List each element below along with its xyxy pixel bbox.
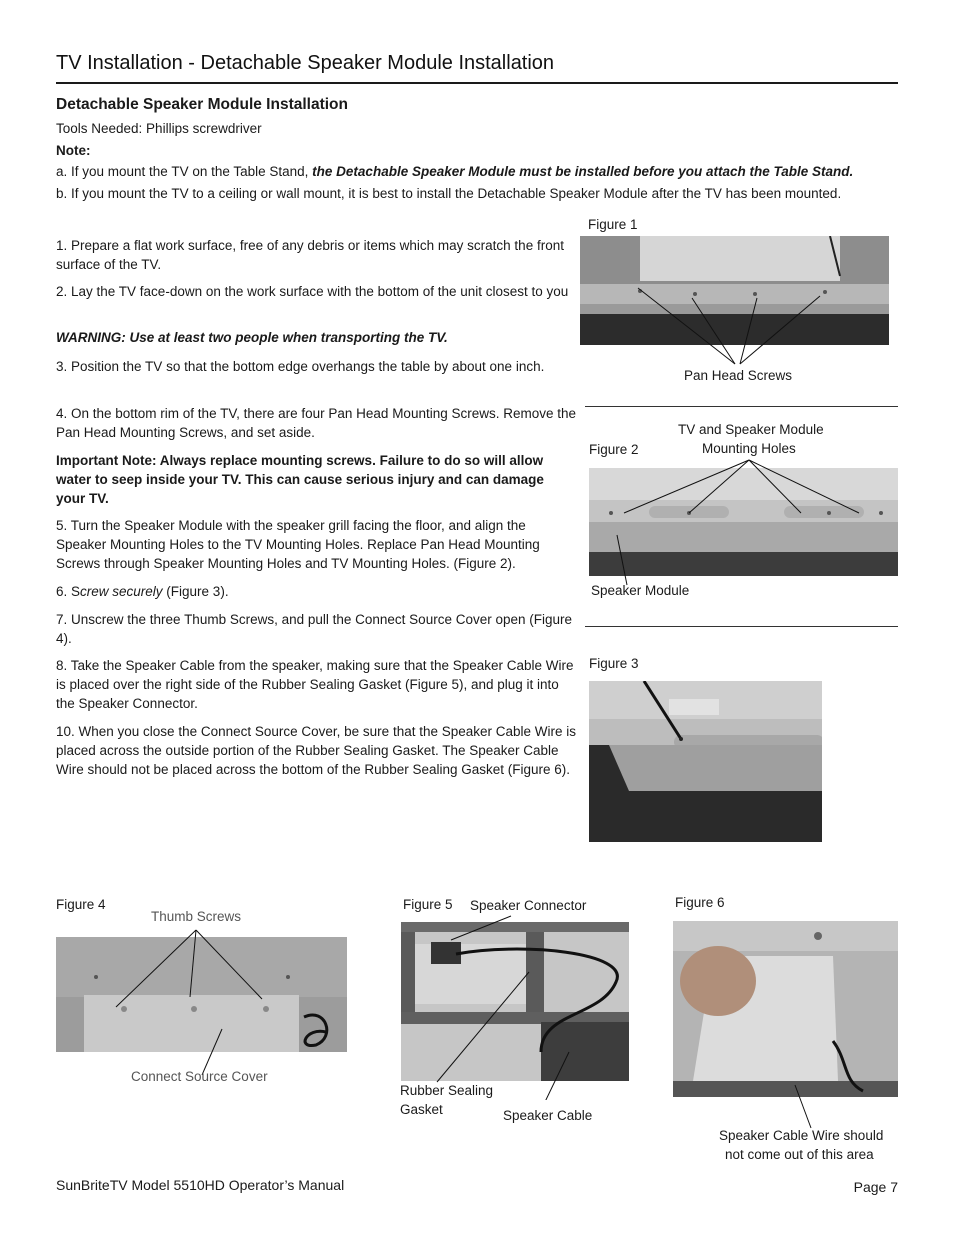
- figure-5-caption-top: Speaker Connector: [470, 898, 587, 913]
- figure-6-photo: [673, 921, 898, 1097]
- step-6-suffix: (Figure 3).: [162, 584, 229, 599]
- figure-5-callout-lines: [401, 910, 629, 1100]
- figure-6-callout-line: [673, 1080, 898, 1130]
- figure-2-label: Figure 2: [589, 442, 639, 457]
- note-a: [56, 162, 916, 181]
- warning-text: WARNING: Use at least two people when transporting the TV.: [56, 330, 448, 345]
- figure-4-caption-top: Thumb Screws: [151, 909, 242, 924]
- figure-6-caption-1: Speaker Cable Wire should: [719, 1128, 884, 1143]
- figure-2-caption-bottom: Speaker Module: [591, 583, 690, 598]
- step-8: 8. Take the Speaker Cable from the speaker, making sure that the Speaker Cable Wire is placed over the right side of the Rubber Sealing Gasket (Figure 5), and plug it into the Speaker Connector.: [56, 658, 574, 711]
- figure-1-caption: Pan Head Screws: [684, 368, 793, 383]
- step-1: 1. Prepare a flat work surface, free of any debris or items which may scratch the front surface of the TV.: [56, 238, 564, 272]
- step-7: 7. Unscrew the three Thumb Screws, and pull the Connect Source Cover open (Figure 4).: [56, 612, 573, 646]
- figure-2-callout-lines: [589, 455, 898, 595]
- figure-2-caption-top-2: Mounting Holes: [702, 441, 796, 456]
- title-divider: [56, 82, 898, 84]
- figure-6-label: Figure 6: [675, 895, 725, 910]
- step-3: 3. Position the TV so that the bottom edge overhangs the table by about one inch.: [56, 359, 545, 374]
- figure-6-caption-2: not come out of this area: [725, 1147, 874, 1162]
- figure-3-label: Figure 3: [589, 656, 639, 671]
- note-a-emphasis: the Detachable Speaker Module must be installed before you attach the Table Stand.: [312, 164, 854, 179]
- figure-5-caption-gasket-2: Gasket: [400, 1102, 443, 1117]
- figure-3-photo: [589, 681, 822, 842]
- figure-1-label: Figure 1: [588, 217, 638, 232]
- step-6-prefix: 6. S: [56, 584, 81, 599]
- step-2: 2. Lay the TV face-down on the work surface with the bottom of the unit closest to you: [56, 284, 569, 299]
- footer-page-number: Page 7: [853, 1179, 898, 1195]
- step-10: 10. When you close the Connect Source Cover, be sure that the Speaker Cable Wire is placed across the outside portion of the Rubber Sealing Gasket. The Speaker Cable Wire should not be placed across the bottom of the Rubber Sealing Gasket (Figure 6).: [56, 724, 577, 777]
- figure-2-caption-top-1: TV and Speaker Module: [678, 422, 824, 437]
- important-note: Important Note: Always replace mounting screws. Failure to do so will allow water to seep inside your TV. This can cause serious injury and can damage your TV.: [56, 453, 544, 506]
- figure-5-label: Figure 5: [403, 897, 453, 912]
- page-title: TV Installation - Detachable Speaker Module Installation: [56, 52, 555, 74]
- figure-divider-1: [585, 406, 898, 407]
- step-4: 4. On the bottom rim of the TV, there are four Pan Head Mounting Screws. Remove the Pan Head Mounting Screws, and set aside.: [56, 406, 577, 440]
- figure-4-label: Figure 4: [56, 897, 106, 912]
- section-heading: Detachable Speaker Module Installation: [56, 96, 348, 113]
- figure-4-caption-bottom: Connect Source Cover: [131, 1069, 268, 1084]
- note-label: Note:: [56, 143, 91, 158]
- figure-1-callout-lines: [580, 236, 889, 366]
- figure-5-caption-cable: Speaker Cable: [503, 1108, 593, 1123]
- figure-4-callout-lines: [56, 925, 347, 1075]
- figure-5-caption-gasket-1: Rubber Sealing: [400, 1083, 494, 1098]
- note-b: b. If you mount the TV to a ceiling or wall mount, it is best to install the Detachable Speaker Module after the TV has been mounted.: [56, 186, 842, 201]
- step-5: 5. Turn the Speaker Module with the speaker grill facing the floor, and align the Speaker Mounting Holes to the TV Mounting Holes. Replace Pan Head Mounting Screws through Speaker Mounting Holes and TV Mounting Holes. (Figure 2).: [56, 518, 540, 571]
- figure-divider-2: [585, 626, 898, 627]
- note-a-text: a. If you mount the TV on the Table Stand,: [56, 164, 313, 179]
- step-6-emphasis: crew securely: [80, 584, 163, 599]
- step-6: [56, 582, 578, 601]
- footer-manual-title: SunBriteTV Model 5510HD Operator’s Manual: [56, 1177, 345, 1193]
- tools-needed: Tools Needed: Phillips screwdriver: [56, 121, 262, 136]
